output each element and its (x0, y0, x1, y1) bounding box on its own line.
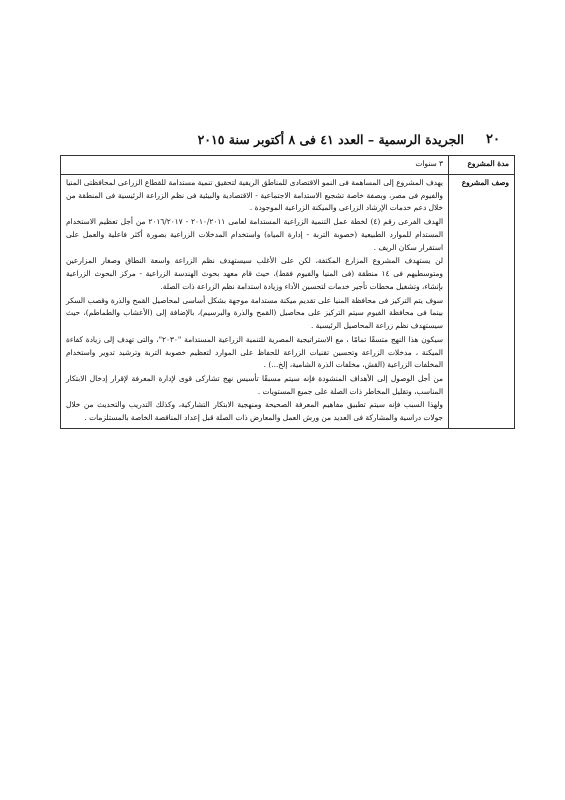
row-label: وصف المشروع (449, 175, 515, 429)
paragraph: يهدف المشروع إلى المساهمة فى النمو الاقتصادى للمناطق الريفية لتحقيق تنمية مستدامة للقطاع الزراعى لمحافظتى المنيا والفيوم فى مصر، وبصفة خاصة تشجيع الاستدامة الاجتماعية - الاقتصادية والبيئية فى نظم الزراعة الرئيسية فى المنطقة من خلال دعم خدمات الإرشاد الزراعى والميكنة الزراعية الموجودة . (66, 178, 443, 213)
paragraph: من أجل الوصول إلى الأهداف المنشودة فإنه سيتم مسبقًا تأسيس نهج تشاركى قوى لإدارة المعرفة لإقرار إدخال الابتكار المناسب، وتقليل المخاطر ذات الصلة على جميع المستويات . (66, 374, 443, 396)
paragraph: ولهذا السبب فإنه سيتم تطبيق مفاهيم المعرفة الصحيحة ومنهجية الابتكار التشاركية، وكذلك التدريب والتحديث من خلال جولات دراسية والمشاركة فى العديد من ورش العمل والمعارض ذات الصلة قبل إعداد المناقصة الخاصة بالمستلزمات . (66, 400, 443, 423)
paragraph: ٣ سنوات (415, 159, 443, 168)
paragraph: سيكون هذا النهج متسقًا تمامًا ، مع الاستراتيجية المصرية للتنمية الزراعية المستدامة "٢٠٣٠"، والتى تهدف إلى زيادة كفاءة الميكنة ، مدخلات الزراعة وتحسين تقنيات الزراعة للحفاظ على الموارد لتعظيم خصوبة التربة وترشيد تدوير واستخدام المخلفات الزراعية (القش، مخلفات الذرة الشامية، إلخ...) . (66, 334, 443, 370)
paragraph: الهدف الفرعى رقم (٤) لخطة عمل التنمية الزراعية المستدامة لعامى ٢٠١٠/٢٠١١ - ٢٠١٦/٢٠١٧ من أجل تعظيم الاستخدام المستدام للموارد الطبيعية (خصوبة التربة - إدارة المياه) واستخدام المدخلات الزراعية بصورة أكثر فاعلية والعمل على استقرار سكان الريف . (66, 217, 443, 252)
paragraph: لن يستهدف المشروع المزارع المكتفة، لكن على الأغلب سيستهدف نظم الزراعة واسعة النطاق وصغار المزارعين ومتوسطيهم فى ١٤ منطقة (فى المنيا والفيوم فقط)، حيث قام معهد بحوث الهندسة الزراعية - مركز البحوث الزراعية بإنشاء، وتشغيل محطات تأجير خدمات لتحسين الأداء وزيادة استدامة نظم الزراعة ذات الصلة. (66, 256, 443, 291)
description-cell (61, 175, 449, 429)
page-number: ٢٠ (486, 131, 500, 147)
table-row-duration (61, 156, 515, 175)
gazette-title: الجريدة الرسمية – العدد ٤١ فى ٨ أكتوبر سنة ٢٠١٥ (197, 131, 465, 147)
row-label: مدة المشروع (449, 156, 515, 175)
project-info-table (60, 155, 515, 429)
paragraph: سوف يتم التركيز فى محافظة المنيا على تقديم ميكنة مستدامة موجهة بشكل أساسى لمحاصيل القمح والذرة وقصب السكر بينما فى محافظة الفيوم سيتم التركيز على محاصيل (القمح والذرة والبرسيم)، بالإضافة إلى (الأعشاب والطماطم)، حيث سيستهدف نظم زراعة المحاصيل الرئيسية . (66, 295, 443, 331)
page-header (60, 128, 500, 150)
table-row-description (61, 175, 515, 429)
duration-value (61, 156, 449, 175)
